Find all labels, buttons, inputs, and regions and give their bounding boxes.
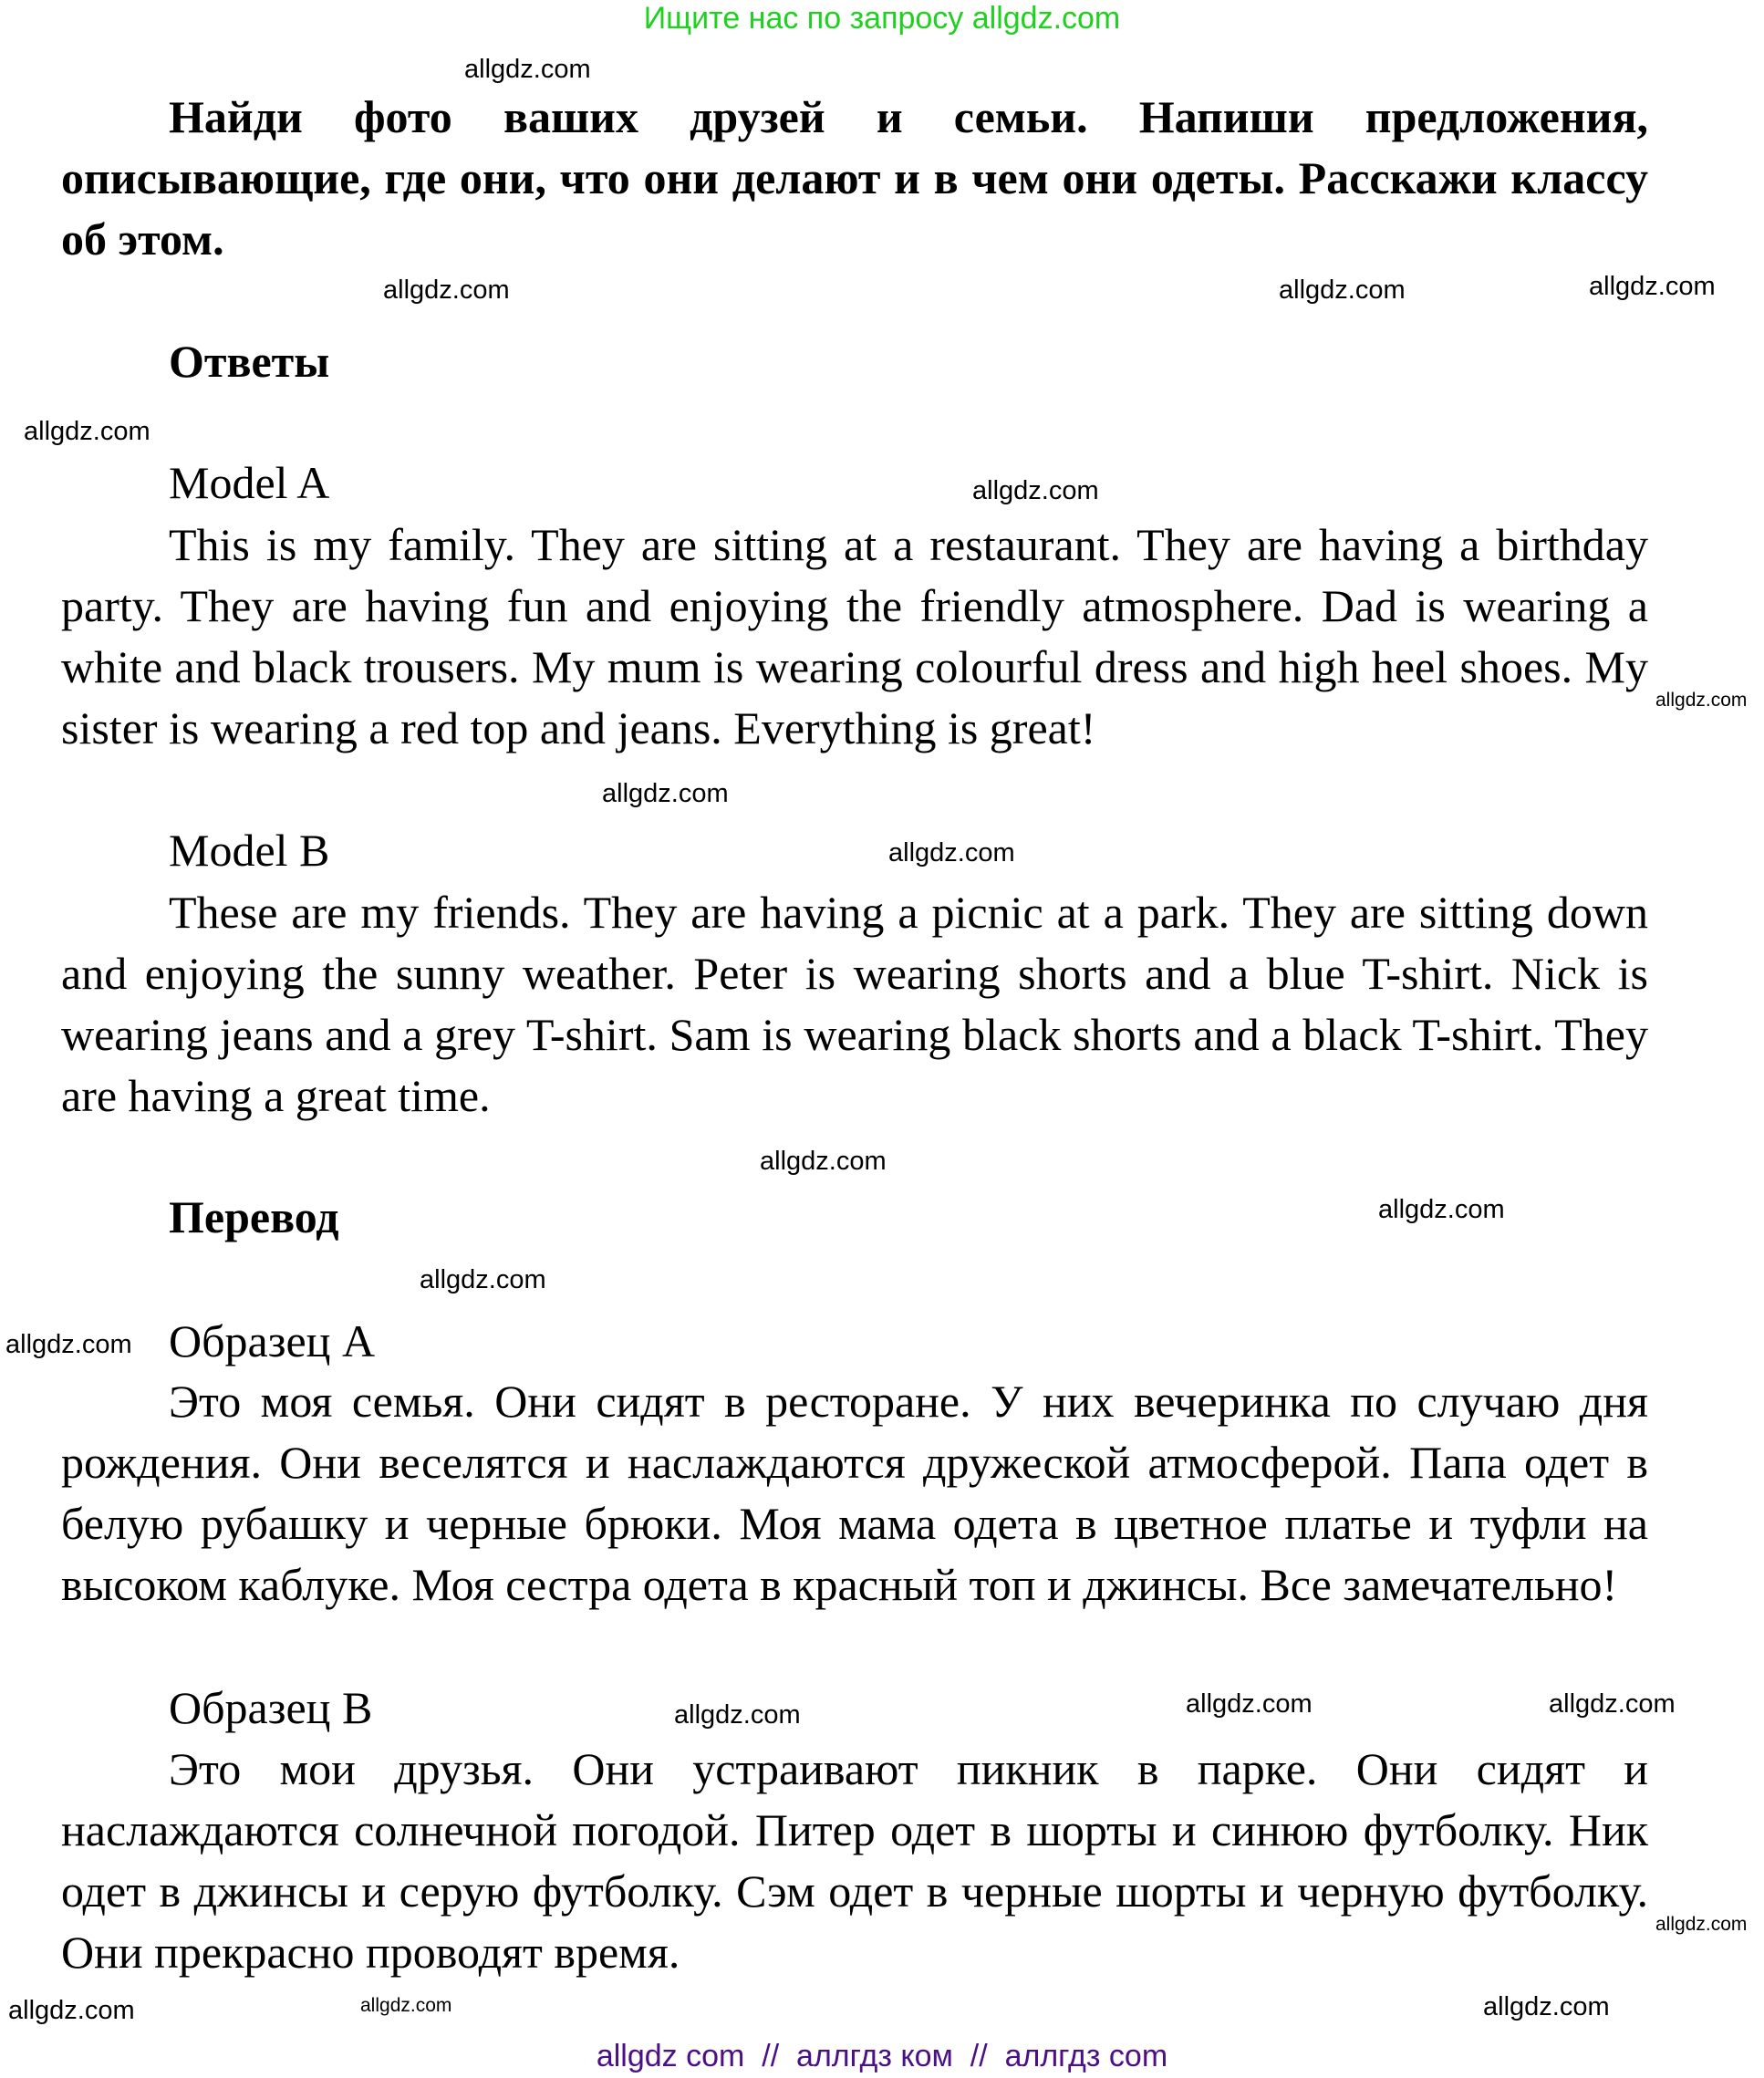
watermark: allgdz.com xyxy=(1186,1689,1313,1719)
watermark: allgdz.com xyxy=(464,55,591,84)
watermark: allgdz.com xyxy=(674,1700,801,1730)
sample-b-title: Образец B xyxy=(169,1682,373,1733)
watermark: allgdz.com xyxy=(1279,275,1406,305)
watermark: allgdz.com xyxy=(24,417,150,446)
sample-b-text: Это мои друзья. Они устраивают пикник в парке. Они сидят и наслаждаются солнечной погодой. Питер одет в шорты и синюю футболку. Ник одет в джинсы и серую футболку. Сэм одет в черные шорты и черную футболку. Они прекрасно проводят время. xyxy=(61,1743,1648,1978)
watermark: allgdz.com xyxy=(888,838,1015,868)
translation-heading: Перевод xyxy=(169,1191,339,1242)
watermark: allgdz.com xyxy=(1655,690,1748,711)
model-a-text: This is my family. They are sitting at a restaurant. They are having a birthday party. They are having fun and enjoying the friendly atmosphere. Dad is wearing a white and black trousers. My mum is wearing colourful dress and high heel shoes. My sister is wearing a red top and jeans. Everything is great! xyxy=(61,519,1648,753)
watermark: allgdz.com xyxy=(1378,1195,1505,1224)
watermark: allgdz.com xyxy=(383,275,510,305)
watermark: allgdz.com xyxy=(1589,272,1716,301)
sample-a-title: Образец A xyxy=(169,1315,376,1366)
watermark: allgdz.com xyxy=(1549,1689,1676,1719)
sample-a-text: Это моя семья. Они сидят в ресторане. У них вечеринка по случаю дня рождения. Они веселятся и наслаждаются дружеской атмосферой. Папа одет в белую рубашку и черные брюки. Моя мама одета в цветное платье и туфли на высоком каблуке. Моя сестра одета в красный топ и джинсы. Все замечательно! xyxy=(61,1376,1648,1610)
bottom-banner: allgdz com // аллгдз ком // аллгдз com xyxy=(596,2039,1168,2073)
watermark: allgdz.com xyxy=(420,1265,546,1294)
watermark: allgdz.com xyxy=(5,1330,132,1359)
top-banner: Ищите нас по запросу allgdz.com xyxy=(643,1,1121,36)
watermark: allgdz.com xyxy=(1655,1914,1748,1935)
watermark: allgdz.com xyxy=(760,1147,887,1176)
watermark: allgdz.com xyxy=(602,779,729,808)
watermark: allgdz.com xyxy=(1483,1992,1610,2021)
model-a-title: Model A xyxy=(169,457,330,508)
watermark: allgdz.com xyxy=(360,1995,452,2016)
task-text: Найди фото ваших друзей и семьи. Напиши предложения, описывающие, где они, что они делают и в чем они одеты. Расскажи классу об этом. xyxy=(61,91,1648,265)
model-b-title: Model B xyxy=(169,825,330,876)
model-b-text: These are my friends. They are having a picnic at a park. They are sitting down and enjoying the sunny weather. Peter is wearing shorts and a blue T-shirt. Nick is wearing jeans and a grey T-shirt. Sam is wearing black shorts and a black T-shirt. They are having a great time. xyxy=(61,887,1648,1121)
watermark: allgdz.com xyxy=(8,1996,135,2025)
watermark: allgdz.com xyxy=(972,476,1099,505)
answers-heading: Ответы xyxy=(169,336,330,387)
